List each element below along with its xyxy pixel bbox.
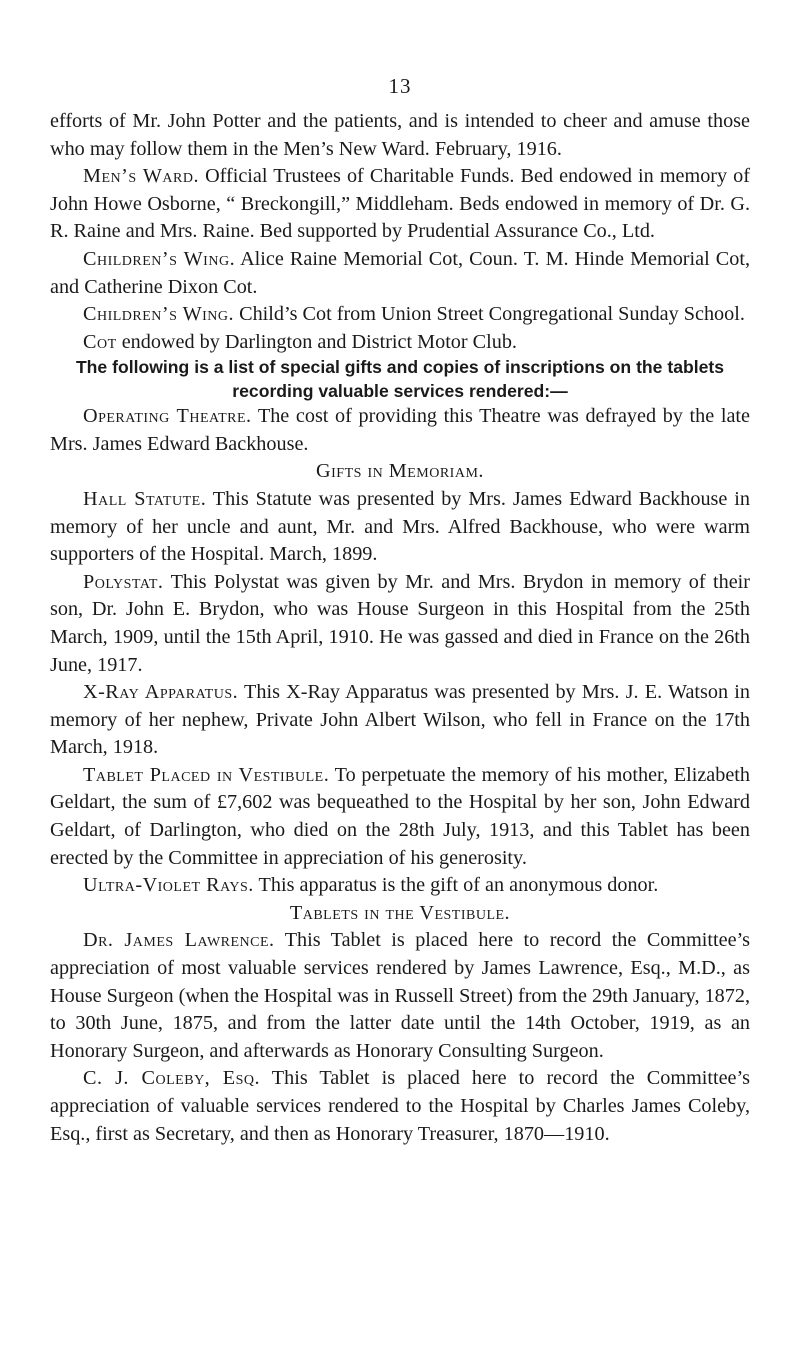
paragraph-text: This Tablet is placed here to record the Committee’s appreciation of valuable services rendered to the Hospital by Charles James Coleby, Esq., first as Secretary, and then as Honorary Treasurer, 1870—1910. [50,1067,750,1145]
paragraph-text: This Tablet is placed here to record the Committee’s appreciation of most valuable services rendered by James Lawrence, Esq., M.D., as House Surgeon (when the Hospital was in Russell Street) from the 29th January, 1872, to 30th June, 1875, and from the latter date until the 14th October, 1919, as an Honorary Surgeon, and afterwards as Honorary Consulting Surgeon. [50,929,750,1062]
paragraph-operating-theatre [50,403,750,458]
paragraph-dr-james-lawrence [50,927,750,1065]
paragraph-heading: Hall Statute. [83,487,207,510]
paragraph-text: To perpetuate the memory of his mother, Elizabeth Geldart, the sum of £7,602 was bequeathed to the Hospital by her son, John Edward Geldart, of Darlington, who died on the 28th July, 1913, and this Tablet has been erected by the Committee in appreciation of his generosity. [50,763,750,869]
paragraph-hall-statute [50,486,750,569]
paragraph-childrens-wing-union-street [50,301,750,329]
paragraph-heading: X-Ray Apparatus. [83,681,239,704]
paragraph-childrens-wing-cots [50,246,750,301]
paragraph-motor-club-cot [50,329,750,357]
paragraph-cj-coleby [50,1065,750,1148]
paragraph-text: endowed by Darlington and District Motor Club. [116,330,517,353]
special-gifts-notice: The following is a list of special gifts and copies of inscriptions on the tablets recording valuable services rendered:— [75,357,725,401]
paragraph-text: Official Trustees of Charitable Funds. Bed endowed in memory of John Howe Osborne, “ Breckongill,” Middleham. Beds endowed in memory of Dr. G. R. Raine and Mrs. Raine. Bed supported by Prudential Assurance Co., Ltd. [50,165,750,243]
paragraph-heading: C. J. Coleby, Esq. [83,1067,261,1090]
paragraph-heading: Dr. James Lawrence. [83,929,275,952]
paragraph-heading: Tablet Placed in Vestibule. [83,763,330,786]
paragraph-text: Alice Raine Memorial Cot, Coun. T. M. Hinde Memorial Cot, and Catherine Dixon Cot. [50,247,750,298]
paragraph-polystat [50,569,750,679]
paragraph-heading: Cot [83,330,117,353]
paragraph-heading: Polystat. [83,570,164,593]
paragraph-text: This apparatus is the gift of an anonymous donor. [253,874,659,897]
page-number: 13 [388,74,412,98]
paragraph-tablet-vestibule [50,762,750,872]
paragraph-text: efforts of Mr. John Potter and the patients, and is intended to cheer and amuse those who may follow them in the Men’s New Ward. February, 1916. [50,110,750,160]
paragraph-mens-ward [50,163,750,246]
paragraph-text: The cost of providing this Theatre was defrayed by the late Mrs. James Edward Backhouse. [50,405,750,455]
paragraph-heading: Men’s Ward. [83,165,199,188]
paragraph-continuation [50,108,750,163]
paragraph-text: This X-Ray Apparatus was presented by Mrs. J. E. Watson in memory of her nephew, Private John Albert Wilson, who fell in France on the 17th March, 1918. [50,681,750,759]
body-text [50,108,750,1148]
paragraph-text: This Statute was presented by Mrs. James Edward Backhouse in memory of her uncle and aunt, Mr. and Mrs. Alfred Backhouse, who were warm supporters of the Hospital. March, 1899. [50,487,750,566]
paragraph-ultra-violet-rays [50,872,750,900]
paragraph-x-ray-apparatus [50,679,750,762]
paragraph-text: Child’s Cot from Union Street Congregational Sunday School. [234,303,745,326]
section-heading-gifts-in-memoriam: Gifts in Memoriam. [316,460,484,483]
paragraph-heading: Children’s Wing. [83,247,236,270]
paragraph-heading: Operating Theatre. [83,405,252,428]
paragraph-heading: Children’s Wing. [83,303,235,326]
paragraph-heading: Ultra-Violet Rays. [83,874,254,897]
section-heading-tablets-in-vestibule: Tablets in the Vestibule. [289,901,511,924]
paragraph-text: This Polystat was given by Mr. and Mrs. Brydon in memory of their son, Dr. John E. Brydon, who was House Surgeon in this Hospital from the 25th March, 1909, until the 15th April, 1910. He was gassed and died in France on the 26th June, 1917. [50,570,750,676]
